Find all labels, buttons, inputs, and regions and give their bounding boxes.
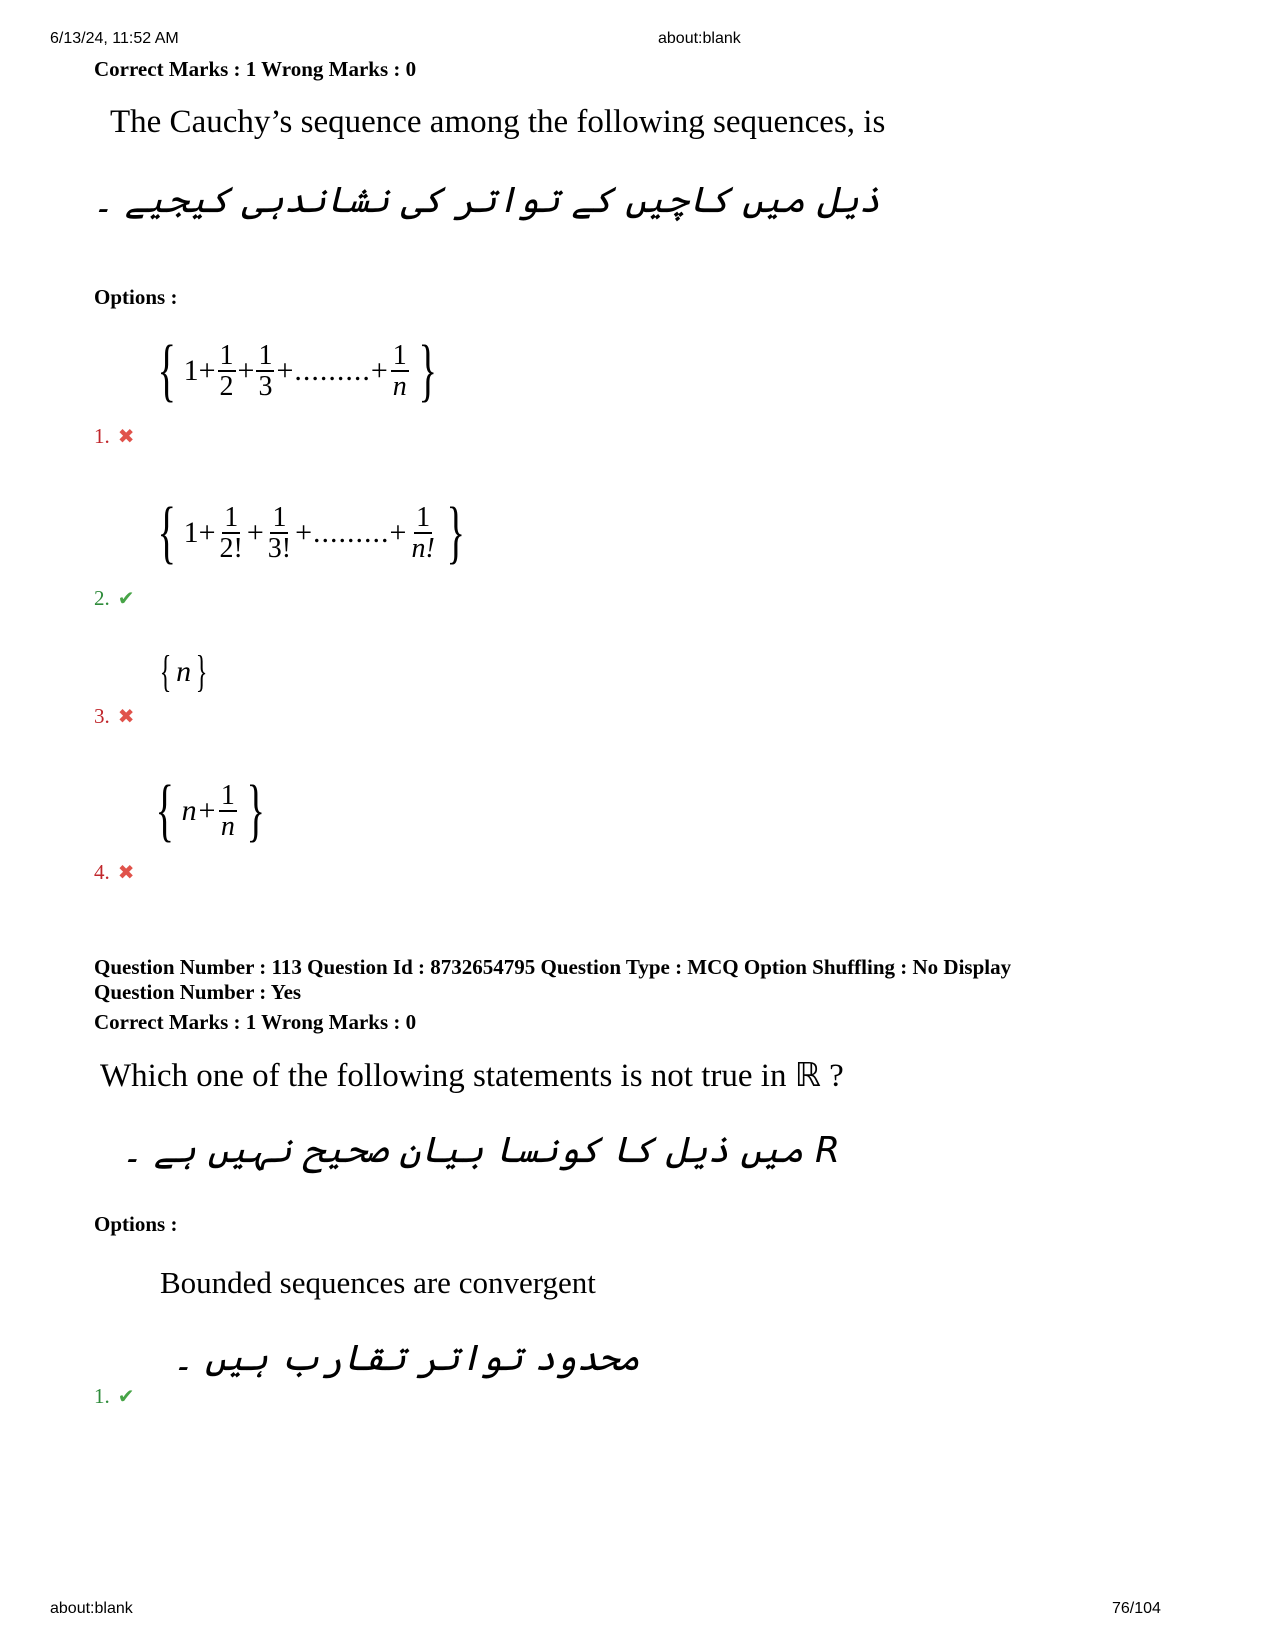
ellipsis: +.........+	[276, 354, 389, 387]
fraction: $\frac{1}{n}$	[220, 779, 235, 842]
open-brace: {	[157, 494, 177, 571]
q113-option-1-en: Bounded sequences are convergent	[160, 1265, 596, 1300]
ellipsis: +.........+	[295, 516, 408, 549]
q112-options-label: Options :	[94, 285, 178, 309]
close-brace: }	[246, 772, 265, 849]
q112-option-4[interactable]	[94, 860, 135, 885]
option-number: 1.	[94, 424, 110, 448]
close-brace: }	[418, 332, 437, 409]
fraction: $\frac{1}{2!}$	[219, 501, 243, 564]
fraction: $\frac{1}{2}$	[219, 339, 234, 402]
q112-option-2-formula	[150, 494, 472, 571]
q113-option-1[interactable]	[94, 1384, 135, 1409]
print-timestamp: 6/13/24, 11:52 AM	[50, 30, 179, 47]
open-brace: {	[155, 772, 175, 849]
q112-option-2[interactable]	[94, 586, 135, 611]
q112-option-1[interactable]	[94, 424, 135, 449]
option-number: 3.	[94, 704, 110, 728]
term: n	[176, 655, 192, 688]
q112-option-4-formula	[148, 772, 272, 849]
term: 1+	[183, 516, 216, 549]
wrong-icon: ✖	[117, 424, 135, 448]
q112-marks: Correct Marks : 1 Wrong Marks : 0	[94, 57, 417, 81]
close-brace: }	[446, 494, 465, 571]
q113-question-ur: R میں ذیل کا کونسا بیان صحیح نہیں ہے ۔	[121, 1130, 840, 1171]
option-number: 2.	[94, 586, 110, 610]
open-brace: {	[157, 332, 177, 409]
correct-icon: ✔	[117, 1384, 135, 1408]
print-title: about:blank	[658, 30, 741, 47]
print-footer-url: about:blank	[50, 1600, 133, 1617]
term: +	[237, 354, 255, 387]
q112-question-ur: ذیل میں کاچیں کے تواتر کی نشاندہی کیجیے ۔	[92, 180, 880, 221]
q113-options-label: Options :	[94, 1212, 178, 1236]
fraction: $\frac{1}{n!}$	[411, 501, 435, 564]
q113-marks: Correct Marks : 1 Wrong Marks : 0	[94, 1010, 417, 1034]
fraction: $\frac{1}{n}$	[392, 339, 407, 402]
close-brace: }	[195, 647, 208, 696]
option-number: 4.	[94, 860, 110, 884]
option-number: 1.	[94, 1384, 110, 1408]
q113-meta-2: Question Number : Yes	[94, 980, 302, 1004]
print-page-number: 76/104	[1112, 1600, 1161, 1617]
term: n+	[181, 794, 217, 827]
fraction: $\frac{1}{3}$	[258, 339, 273, 402]
q112-option-1-formula	[150, 332, 444, 409]
q113-meta: Question Number : 113 Question Id : 8732654795 Question Type : MCQ Option Shuffling : No Display	[94, 955, 1012, 979]
fraction: $\frac{1}{3!}$	[267, 501, 292, 564]
q112-option-3[interactable]	[94, 704, 135, 729]
q113-question-en: Which one of the following statements is not true in ℝ ?	[100, 1058, 844, 1094]
correct-icon: ✔	[117, 586, 135, 610]
q113-option-1-ur: محدود تواتر تقارب ہیں ۔	[172, 1338, 640, 1379]
q112-option-3-formula	[155, 647, 212, 696]
q112-question-en: The Cauchy’s sequence among the following sequences, is	[110, 104, 886, 140]
open-brace: {	[159, 647, 172, 696]
wrong-icon: ✖	[117, 860, 135, 884]
term: 1+	[183, 354, 216, 387]
term: +	[246, 516, 264, 549]
wrong-icon: ✖	[117, 704, 135, 728]
